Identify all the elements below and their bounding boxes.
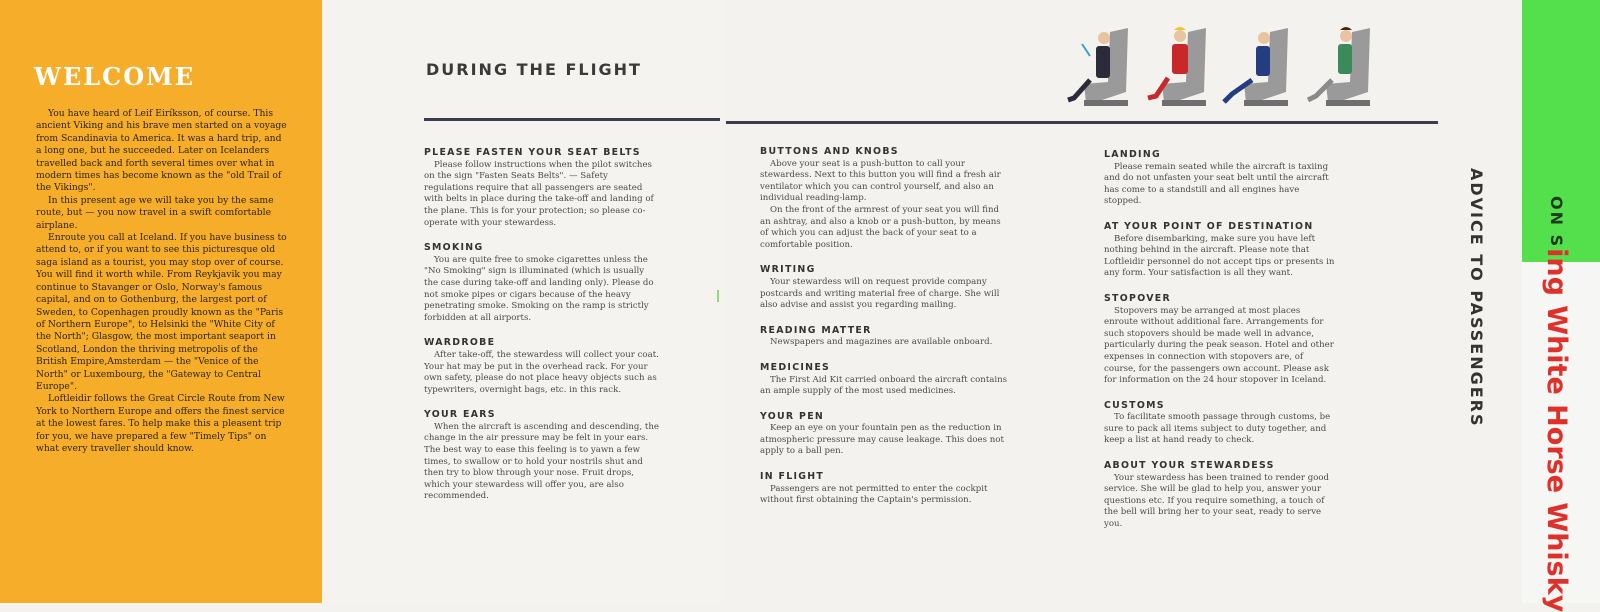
section-text: Keep an eye on your fountain pen as the reduction in atmospheric pressure may cause leakage. This does not apply to a ball pen. (760, 423, 1004, 457)
section-your-pen (760, 411, 1010, 458)
section-heading: ABOUT YOUR STEWARDESS (1104, 460, 1275, 472)
section-landing (1104, 149, 1336, 208)
section-heading: LANDING (1104, 149, 1161, 160)
section-text: When the aircraft is ascending and descending, the change in the air pressure may be felt in your ears. The best way to ease this feeling is to yawn a few times, to swallow or to hold your nostrils shut and then try to blow through your nose. Fruit drops, which your stewardess will offer you, are also recommended. (424, 421, 659, 502)
section-text: Please follow instructions when the pilot switches on the sign "Fasten Seats Belts". — Safety regulations require that all passengers are seated with belts in place during the take-off and landing of the plane. This is for your protection; so please co-operate with your stewardess. (424, 159, 654, 228)
seat-icon (1068, 28, 1128, 106)
seat-icon (1224, 28, 1288, 106)
ad-brand-text: ing White Horse Whisky (1541, 248, 1572, 612)
section-in-flight (760, 471, 1010, 507)
section-text: Newspapers and magazines are available onboard. (770, 337, 993, 348)
section-buttons-knobs (760, 146, 1010, 251)
seated-passengers-illustration (1060, 22, 1400, 112)
during-flight-title: DURING THE FLIGHT (426, 60, 642, 79)
section-text: Please remain seated while the aircraft is taxiing and do not unfasten your seat belt until the aircraft has come to a standstill and all engines have stopped. (1104, 161, 1329, 207)
welcome-paragraph: Enroute you call at Iceland. If you have business to attend to, or if you want to see this picturesque old saga island as a tourist, you may stop over of course. You will find it worth while. From Reykjavik you may continue to Stavanger or Oslo, Norway's famous capital, and on to Gothenburg, the largest port of Sweden, to Copenhagen proudly known as the "Paris of Northern Europe", to Helsinki the "White City of the North"; Glasgow, the most important seaport in Scotland, London the thriving metropolis of the British Empire,Amsterdam — the "Venice of the North" or Luxembourg, the "Gateway to Central Europe". (36, 232, 287, 392)
section-heading: PLEASE FASTEN YOUR SEAT BELTS (424, 147, 641, 158)
section-seat-belts (424, 147, 660, 229)
section-text: Above your seat is a push-button to call your stewardess. Next to this button you will find a fresh air ventilator which you can control yourself, and also an individual reading-lamp. (760, 158, 1001, 204)
section-customs (1104, 400, 1336, 447)
section-text: Your stewardess has been trained to render good service. She will be glad to help you, answer your questions etc. If you require something, a touch of the bell will bring her to your seat, ready to serve you. (1104, 472, 1330, 530)
welcome-paragraph: You have heard of Leif Eiríksson, of course. This ancient Viking and his brave men started on a voyage from Scandinavia to America. It was a hard trip, and a long one, but he succeeded. Later on Icelanders travelled back and forth several times over what in modern times has become known as the "old Trail of the Vikings". (36, 108, 287, 194)
section-heading: YOUR EARS (424, 409, 496, 421)
advice-to-passengers-title: ADVICE TO PASSENGERS (1467, 168, 1486, 428)
section-stewardess (1104, 460, 1336, 531)
section-text: After take-off, the stewardess will collect your coat. Your hat may be put in the overhead rack. For your own safety, please do not place heavy objects such as typewriters, overnight bags, etc. in this rack. (424, 349, 659, 395)
whisky-advertisement (1541, 196, 1572, 612)
welcome-paragraph: In this present age we will take you by the same route, but — you now travel in a swift comfortable airplane. (36, 194, 274, 231)
welcome-panel (0, 0, 322, 603)
divider-rule-right (726, 121, 1438, 124)
advice-column-3 (1104, 149, 1336, 544)
section-medicines (760, 362, 1010, 398)
section-heading: WARDROBE (424, 337, 496, 349)
section-your-ears (424, 409, 660, 503)
section-text: On the front of the armrest of your seat you will find an ashtray, and also a knob or a push-button, by means of which you can adjust the back of your seat to a comfortable position. (760, 204, 1001, 250)
section-heading: CUSTOMS (1104, 399, 1165, 411)
section-text: Before disembarking, make sure you have left nothing behind in the aircraft. Please note that Loftleidir personnel do not accept tips or presents in any form. Your satisfaction is all they want. (1104, 233, 1335, 279)
divider-rule-left (424, 118, 720, 121)
section-heading: READING MATTER (760, 324, 872, 336)
section-text: You are quite free to smoke cigarettes unless the "No Smoking" sign is illuminated (which is usually the case during take-off and landing only). Please do not smoke pipes or cigars because of the heavy penetrating smoke. Smoking on the ramp is strictly forbidden at all airports. (424, 254, 654, 323)
section-wardrobe (424, 337, 660, 396)
section-heading: MEDICINES (760, 361, 831, 373)
section-heading: WRITING (760, 264, 816, 276)
seat-icon (1308, 27, 1370, 106)
section-text: Your stewardess will on request provide company postcards and writing material free of charge. She will also advise and assist you regarding mailing. (760, 276, 1000, 311)
section-heading: AT YOUR POINT OF DESTINATION (1104, 220, 1314, 232)
welcome-paragraph: Loftleidir follows the Great Circle Route from New York to Northern Europe and offers the finest service at the lowest fares. To help make this a pleasent trip for you, we have prepared a few "Timely Tips" on what every traveller should know. (36, 393, 285, 454)
section-stopover (1104, 293, 1336, 387)
advice-column-2 (760, 146, 1010, 520)
section-text: To facilitate smooth passage through customs, be sure to pack all items subject to duty together, and keep a list at hand ready to check. (1104, 412, 1331, 446)
section-text: Stopovers may be arranged at most places enroute without additional fare. Arrangements for such stopovers should be made well in advance, particularly during the peak season. Hotel and other expenses in connection with stopovers are, of course, for the passengers own account. Please ask for information on the 24 hour stopover in Iceland. (1104, 305, 1334, 386)
welcome-title: WELCOME (34, 62, 195, 91)
section-writing (760, 264, 1010, 311)
section-smoking (424, 242, 660, 324)
section-heading: SMOKING (424, 242, 484, 254)
fold-mark (717, 290, 719, 302)
ad-lead-text: ON S (1547, 196, 1566, 249)
welcome-body (36, 108, 288, 455)
section-text: Passengers are not permitted to enter the cockpit without first obtaining the Captain's permission. (760, 483, 988, 506)
advice-column-1 (424, 147, 660, 516)
section-reading-matter (760, 325, 1010, 349)
section-destination (1104, 221, 1336, 280)
section-heading: BUTTONS AND KNOBS (760, 146, 899, 157)
seat-icon (1148, 27, 1206, 106)
section-heading: YOUR PEN (760, 410, 825, 422)
section-text: The First Aid Kit carried onboard the aircraft contains an ample supply of the most used medicines. (760, 374, 1008, 397)
section-heading: IN FLIGHT (760, 471, 825, 483)
section-heading: STOPOVER (1104, 292, 1171, 304)
